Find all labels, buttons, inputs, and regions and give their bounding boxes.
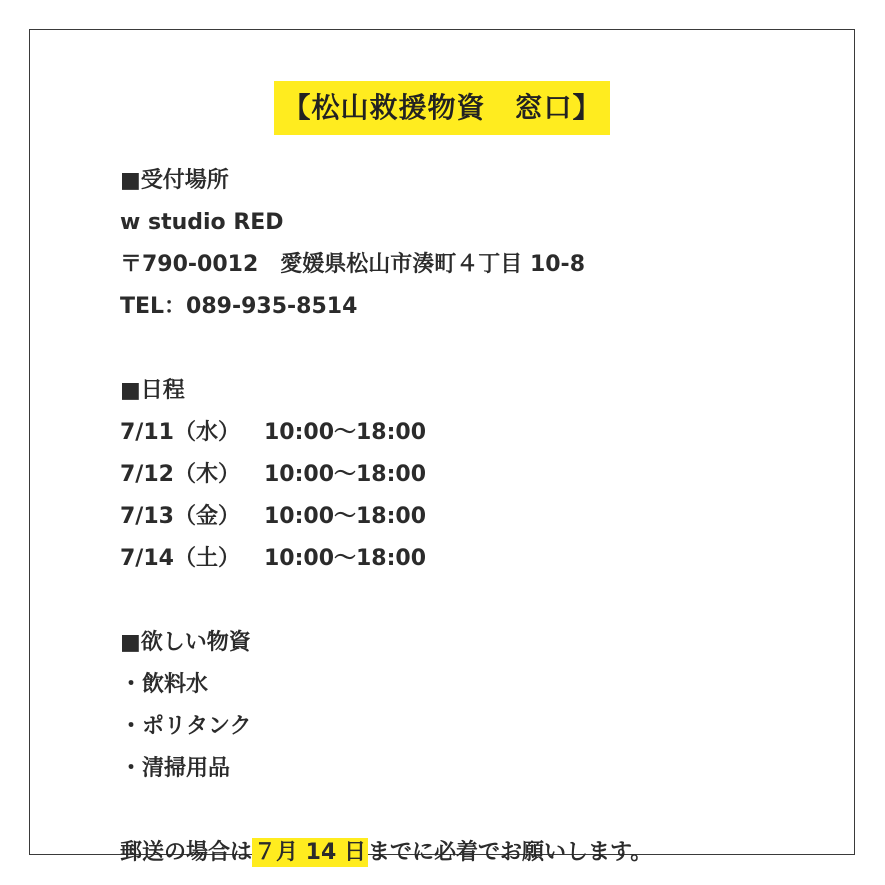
schedule-item [120,496,814,538]
reception-tel: TEL：089-935-8514 [120,294,358,319]
wanted-item: ・清掃用品 [120,756,231,781]
schedule-time: 10:00〜18:00 [263,420,427,445]
schedule-time: 10:00〜18:00 [263,546,427,571]
deadline-highlight: ７月 14 日 [254,840,366,865]
schedule-item [120,412,814,454]
mail-note-prefix: 郵送の場合は [120,840,253,865]
schedule-date: 7/11（水） [120,420,240,445]
page-title: 【松山救援物資 窓口】 [274,81,609,135]
wanted-item: ・ポリタンク [120,714,252,739]
schedule-date: 7/14（土） [120,546,240,571]
reception-name: w studio RED [120,210,284,235]
spacer [120,580,814,622]
schedule-item [120,538,814,580]
wanted-item: ・飲料水 [120,672,209,697]
mail-note [120,832,814,874]
schedule-date: 7/13（金） [120,504,240,529]
schedule-date: 7/12（木） [120,462,240,487]
schedule-time: 10:00〜18:00 [263,504,427,529]
reception-address: 〒790-0012 愛媛県松山市湊町４丁目 10-8 [120,252,585,277]
spacer [120,328,814,370]
mail-note-suffix: までに必着でお願いします。 [367,840,653,865]
spacer [120,790,814,832]
reception-heading: ■受付場所 [120,168,229,193]
notice-content [120,160,814,874]
schedule-item [120,454,814,496]
wanted-heading: ■欲しい物資 [120,630,251,655]
schedule-heading: ■日程 [120,378,185,403]
notice-frame [29,29,855,865]
title-wrap [30,81,854,135]
schedule-time: 10:00〜18:00 [263,462,427,487]
